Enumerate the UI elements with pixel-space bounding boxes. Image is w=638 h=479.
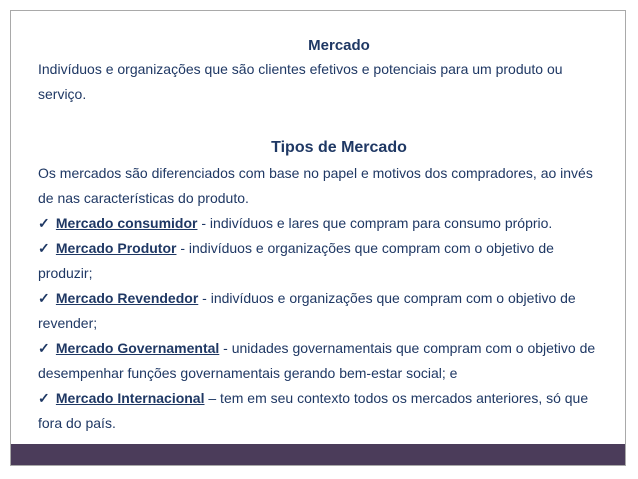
checkmark-icon: ✓ <box>38 340 50 356</box>
market-type-description: – tem em seu contexto todos os mercados anteriores, só que fora do país. <box>38 390 589 431</box>
checkmark-icon: ✓ <box>38 290 50 306</box>
market-type-item <box>38 286 610 336</box>
market-type-term: Mercado Produtor <box>55 240 177 256</box>
section-subtitle: Tipos de Mercado <box>271 139 407 156</box>
market-type-term: Mercado Revendedor <box>55 290 199 306</box>
market-type-description: - indivíduos e organizações que compram com o objetivo de produzir; <box>38 240 554 281</box>
market-type-item <box>38 386 610 436</box>
slide-content <box>38 33 610 436</box>
market-type-item <box>38 211 610 236</box>
market-type-description: - indivíduos e organizações que compram com o objetivo de revender; <box>38 290 576 331</box>
definition-text: Indivíduos e organizações que são clientes efetivos e potenciais para um produto ou serviço. <box>38 61 563 102</box>
checkmark-icon: ✓ <box>38 390 50 406</box>
checkmark-icon: ✓ <box>38 240 50 256</box>
footer-bar <box>11 444 625 465</box>
market-type-description: - indivíduos e lares que compram para consumo próprio. <box>197 215 553 231</box>
market-type-term: Mercado consumidor <box>55 215 198 231</box>
market-type-term: Mercado Internacional <box>55 390 205 406</box>
slide-title: Mercado <box>308 37 370 54</box>
market-type-term: Mercado Governamental <box>55 340 220 356</box>
checkmark-icon: ✓ <box>38 215 50 231</box>
market-type-item <box>38 236 610 286</box>
market-type-item <box>38 336 610 386</box>
market-type-description: - unidades governamentais que compram com o objetivo de desempenhar funções governamentais gerando bem-estar social; e <box>38 340 596 381</box>
intro-text: Os mercados são diferenciados com base no papel e motivos dos compradores, ao invés de nas características do produto. <box>38 165 593 206</box>
